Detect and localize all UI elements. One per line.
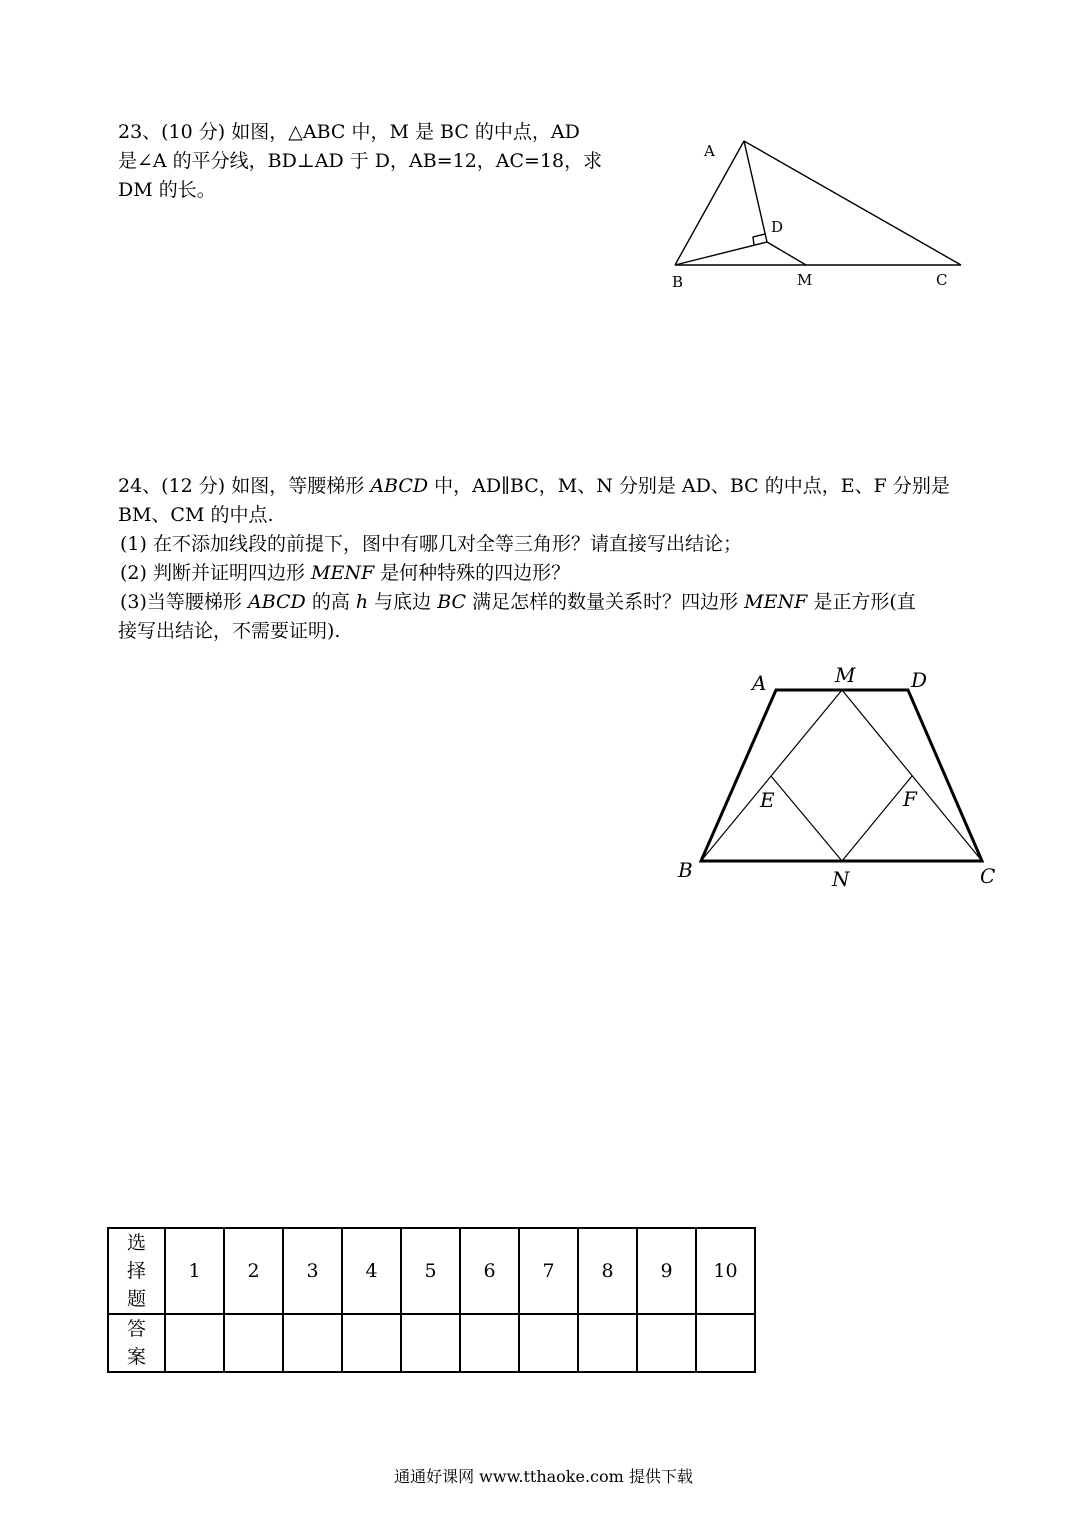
segment-ad bbox=[744, 141, 767, 242]
q24-text: 与底边 bbox=[368, 591, 438, 613]
answer-char: 答 bbox=[126, 1318, 146, 1340]
label-e: E bbox=[760, 788, 775, 812]
q24-text: 24、(12 分) 如图，等腰梯形 bbox=[118, 475, 371, 497]
label-b: B bbox=[678, 858, 693, 882]
table-row bbox=[108, 1314, 755, 1372]
answer-char: 案 bbox=[126, 1346, 146, 1368]
label-d: D bbox=[911, 668, 928, 692]
question-number-cell: 7 bbox=[519, 1228, 578, 1314]
header-char: 题 bbox=[126, 1288, 146, 1310]
question-23 bbox=[118, 118, 648, 205]
q24-line-1 bbox=[118, 472, 978, 501]
q24-line-2: BM、CM 的中点. bbox=[118, 504, 274, 526]
label-a: A bbox=[704, 142, 715, 160]
question-number-cell: 6 bbox=[460, 1228, 519, 1314]
question-24 bbox=[118, 472, 978, 646]
label-m: M bbox=[797, 271, 813, 289]
question-number-cell: 3 bbox=[283, 1228, 342, 1314]
page-footer: 通通好课网 www.tthaoke.com 提供下载 bbox=[394, 1467, 693, 1486]
label-c: C bbox=[980, 864, 996, 888]
question-number-cell: 4 bbox=[342, 1228, 401, 1314]
answer-cell[interactable] bbox=[401, 1314, 460, 1372]
q24-italic: BC bbox=[437, 591, 467, 613]
answer-label-cell bbox=[108, 1314, 165, 1372]
answer-cell[interactable] bbox=[637, 1314, 696, 1372]
q24-italic: MENF bbox=[744, 591, 808, 613]
q24-trapezoid-figure bbox=[670, 660, 1010, 900]
q24-italic-abcd: ABCD bbox=[370, 475, 429, 497]
q23-line-3: DM 的长。 bbox=[118, 179, 216, 201]
q23-line-2: 是∠A 的平分线，BD⊥AD 于 D，AB=12，AC=18，求 bbox=[118, 150, 603, 172]
label-n: N bbox=[832, 867, 850, 891]
question-number-cell: 8 bbox=[578, 1228, 637, 1314]
segment-ac bbox=[744, 141, 961, 265]
header-char: 择 bbox=[126, 1260, 146, 1282]
segment-dm bbox=[767, 242, 806, 265]
label-b: B bbox=[672, 273, 684, 291]
q24-italic: ABCD bbox=[247, 591, 306, 613]
q24-text: 中，AD∥BC，M、N 分别是 AD、BC 的中点，E、F 分别是 bbox=[428, 475, 950, 497]
trapezoid-abcd bbox=[701, 690, 982, 861]
question-number-cell: 2 bbox=[224, 1228, 283, 1314]
header-cell bbox=[108, 1228, 165, 1314]
q24-text: (3)当等腰梯形 bbox=[120, 591, 248, 613]
answer-cell[interactable] bbox=[224, 1314, 283, 1372]
q24-text: 的高 bbox=[305, 591, 356, 613]
q24-italic-menf: MENF bbox=[311, 562, 375, 584]
q23-line-1: 23、(10 分) 如图，△ABC 中，M 是 BC 的中点，AD bbox=[118, 121, 580, 143]
q24-text: (2) 判断并证明四边形 bbox=[120, 562, 311, 584]
q24-text: 满足怎样的数量关系时？四边形 bbox=[466, 591, 745, 613]
segment-bd bbox=[675, 242, 767, 265]
q24-text: 是何种特殊的四边形？ bbox=[374, 562, 571, 584]
q24-part-1: (1) 在不添加线段的前提下，图中有哪几对全等三角形？请直接写出结论； bbox=[120, 533, 742, 555]
answer-cell[interactable] bbox=[578, 1314, 637, 1372]
question-number-cell: 10 bbox=[696, 1228, 755, 1314]
answer-cell[interactable] bbox=[283, 1314, 342, 1372]
segment-en bbox=[771, 776, 842, 861]
label-a: A bbox=[752, 671, 767, 695]
header-char: 选 bbox=[126, 1232, 146, 1254]
q24-part-3 bbox=[120, 588, 978, 617]
q24-part-2 bbox=[120, 559, 978, 588]
label-f: F bbox=[903, 787, 917, 811]
answer-cell[interactable] bbox=[696, 1314, 755, 1372]
answer-cell[interactable] bbox=[460, 1314, 519, 1372]
q23-triangle-figure bbox=[660, 130, 980, 300]
q24-text: 是正方形(直 bbox=[807, 591, 916, 613]
label-d: D bbox=[771, 218, 784, 236]
question-number-cell: 9 bbox=[637, 1228, 696, 1314]
question-number-cell: 1 bbox=[165, 1228, 224, 1314]
q24-part-3-line-2: 接写出结论，不需要证明). bbox=[118, 620, 341, 642]
table-row bbox=[108, 1228, 755, 1314]
answer-cell[interactable] bbox=[519, 1314, 578, 1372]
question-number-cell: 5 bbox=[401, 1228, 460, 1314]
segment-fn bbox=[842, 776, 912, 861]
answer-cell[interactable] bbox=[165, 1314, 224, 1372]
answer-table bbox=[107, 1227, 756, 1373]
label-m: M bbox=[835, 663, 856, 687]
answer-cell[interactable] bbox=[342, 1314, 401, 1372]
q24-italic: h bbox=[355, 591, 369, 613]
label-c: C bbox=[936, 271, 948, 289]
